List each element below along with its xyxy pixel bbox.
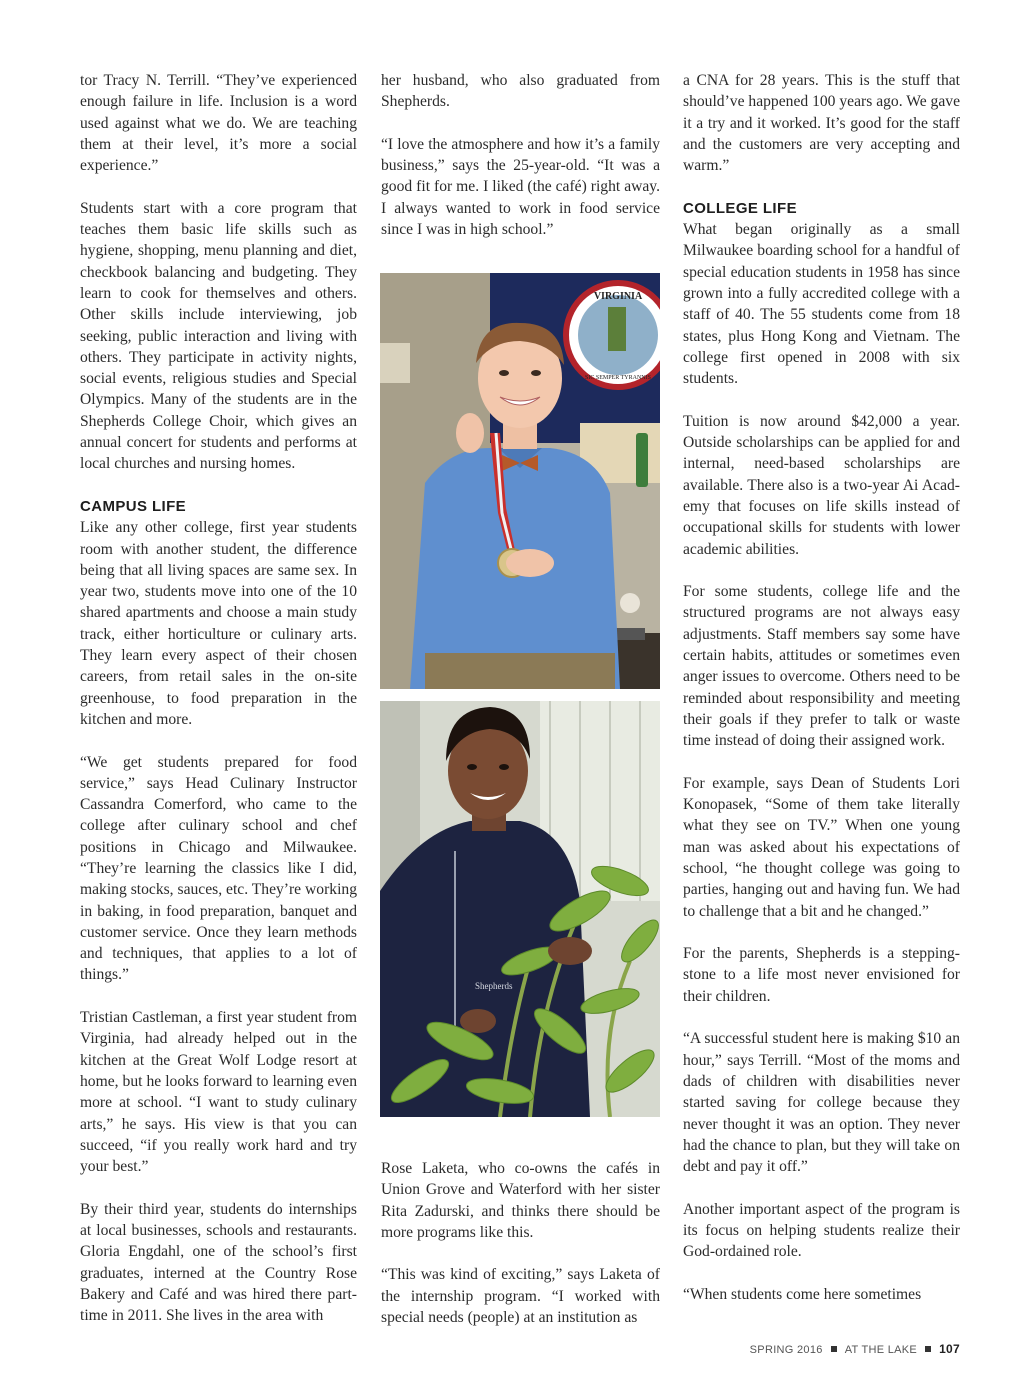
flag-motto: SIC SEMPER TYRANNIS [585, 375, 651, 381]
paragraph: “A successful student here is making $10 an hour,” says Terrill. “Most of the moms and dads of children with disabilities never started saving for college because they never thought it was an option. They never had the chance to plan, but they will take on debt and pay it off.” [683, 1030, 960, 1176]
paragraph: her husband, who also graduated from Shepherds. [381, 72, 660, 111]
paragraph: “We get students prepared for food service,” says Head Culinary Instructor Cassandra Comerford, who came to the college after culinary school and chef positions in Chicago and Milwaukee. “They’re learning the classics like I did, making stocks, sauces, etc. They’re working in baking, in food preparation, banquet and customer service. Once they learn methods and techniques, that applies to a lot of things.” [80, 753, 357, 984]
paragraph: “This was kind of exciting,” says Laketa of the internship program. “I worked with special needs (people) at an institution as [381, 1266, 660, 1327]
section-heading-college-life: COLLEGE LIFE [683, 199, 797, 217]
paragraph: “I love the atmosphere and how it’s a family business,” says the 25-year-old. “It was a good fit for me. I liked (the café) right away. I always wanted to work in food service since I was in high school.” [381, 135, 660, 239]
paragraph: For some students, college life and the structured programs are not always easy adjustments. Staff members say some have certain habits, attitudes or sometimes even anger issues to overcome. Others need to be reminded about responsibility and meeting their goals if they prefer to talk or waste time instead of doing their assigned work. [683, 583, 960, 750]
separator-square-icon [925, 1346, 931, 1352]
photo-student-with-medal [380, 273, 660, 689]
paragraph: Rose Laketa, who co-owns the cafés in Union Grove and Waterford with her sister Rita Zadurski, and thinks there should be more programs like this. [381, 1160, 660, 1241]
paragraph: Another important aspect of the program is its focus on helping students realize their God-ordained role. [683, 1200, 960, 1261]
footer-season: SPRING 2016 [749, 1344, 823, 1356]
section-heading-campus-life: CAMPUS LIFE [80, 497, 187, 515]
page-number: 107 [939, 1342, 960, 1356]
paragraph: Tristian Castleman, a first year student from Virginia, had already helped out in the kitchen at the Great Wolf Lodge resort at home, but he looks forward to learning even more at school. “I want to study culinary arts,” he says. His view is that you can succeed, “if you really work hard and try your best.” [80, 1009, 357, 1176]
paragraph: What began originally as a small Milwaukee boarding school for a handful of special education students in 1958 has since grown into a fully accredited college with a staff of 40. The 55 students come from 18 states, plus Hong Kong and Vietnam. The college first opened in 2008 with six students. [683, 221, 960, 388]
paragraph: Tuition is now around $42,000 a year. Outside scholarships can be applied for and internal, need-based scholarships are available. There also is a two-year Ai Academy that focuses on life skills instead of occupational skills for students with lower academic abilities. [683, 412, 960, 558]
paragraph: For example, says Dean of Students Lori Konopasek, “Some of them take literally what they see on TV.” When one young man was asked about his expectations of school, “he thought college was going to parties, hanging out and having fun. We had to challenge that a bit and he changed.” [683, 774, 960, 920]
paragraph: Like any other college, first year students room with another student, the difference being that all living spaces are same sex. In year two, students move into one of the 10 shared apartments and choose a main study track, either horticulture or culinary arts. They learn every aspect of their chosen careers, from retail sales in the on-site greenhouse, to food preparation in the kitchen and more. [80, 519, 357, 728]
column-2-continued [381, 1158, 660, 1350]
paragraph: a CNA for 28 years. This is the stuff that should’ve happened 100 years ago. We gave it a try and it worked. It’s good for the staff and the customers are very accepting and warm.” [683, 72, 960, 175]
column-1 [80, 70, 357, 1348]
paragraph: Students start with a core program that teaches them basic life skills such as hygiene, shopping, menu planning and diet, checkbook balancing and budgeting. They learn to cook for themselves and others. Other skills include interviewing, job seeking, public interaction and living with others. They participate in activity nights, social events, religious studies and Special Olympics. Many of the students are in the Shepherds College Choir, which gives an annual concert for students and performs at local churches and nursing homes. [80, 199, 357, 473]
page-footer [750, 1342, 960, 1356]
paragraph: tor Tracy N. Terrill. “They’ve experienced enough failure in life. Inclusion is a word used against what we do. We are teaching them at their level, it’s more a social experience.” [80, 72, 357, 175]
paragraph: For the parents, Shepherds is a stepping-stone to a life most never envisioned for their children. [683, 945, 960, 1005]
column-3 [683, 70, 960, 1327]
paragraph: By their third year, students do internships at local businesses, schools and restaurants. Gloria Engdahl, one of the school’s first graduates, interned at the Country Rose Bakery and Café and was hired there part-time in 2011. She lives in the area with [80, 1200, 357, 1325]
paragraph: “When students come here sometimes [683, 1285, 922, 1303]
sweatshirt-text: Shepherds [475, 981, 513, 991]
separator-square-icon [831, 1346, 837, 1352]
column-2 [381, 70, 660, 262]
flag-text: VIRGINIA [593, 291, 643, 302]
footer-magazine: AT THE LAKE [844, 1344, 918, 1356]
photo-student-with-plants [380, 701, 660, 1117]
